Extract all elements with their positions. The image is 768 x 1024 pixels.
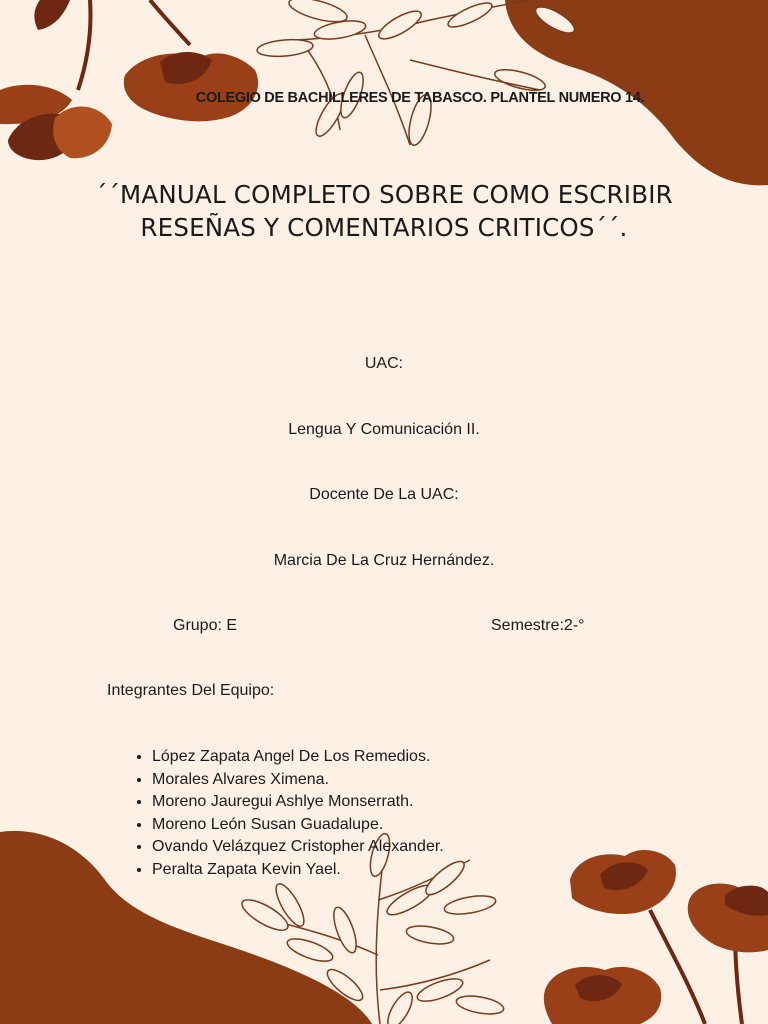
member-list xyxy=(108,746,444,881)
list-item: • Moreno Jauregui Ashlye Monserrath. xyxy=(152,791,444,814)
document-title: ´´MANUAL COMPLETO SOBRE COMO ESCRIBIR RESEÑAS Y COMENTARIOS CRITICOS´´. xyxy=(95,180,673,242)
teacher-name: Marcia De La Cruz Hernández. xyxy=(273,552,495,569)
list-item: • Moreno León Susan Guadalupe. xyxy=(152,814,444,837)
uac-label: UAC: xyxy=(364,355,404,372)
list-item: • Ovando Velázquez Cristopher Alexander. xyxy=(152,836,444,859)
group-label: Grupo: E xyxy=(173,617,238,634)
uac-value: Lengua Y Comunicación II. xyxy=(288,421,480,438)
teacher-label: Docente De La UAC: xyxy=(309,486,459,503)
list-item: • Peralta Zapata Kevin Yael. xyxy=(152,859,444,882)
list-item: • Morales Alvares Ximena. xyxy=(152,769,444,792)
school-header: COLEGIO DE BACHILLERES DE TABASCO. PLANTEL NUMERO 14. xyxy=(195,90,645,106)
team-label: Integrantes Del Equipo: xyxy=(107,682,275,699)
list-item: • López Zapata Angel De Los Remedios. xyxy=(152,746,444,769)
semester-label: Semestre:2-° xyxy=(491,617,585,634)
